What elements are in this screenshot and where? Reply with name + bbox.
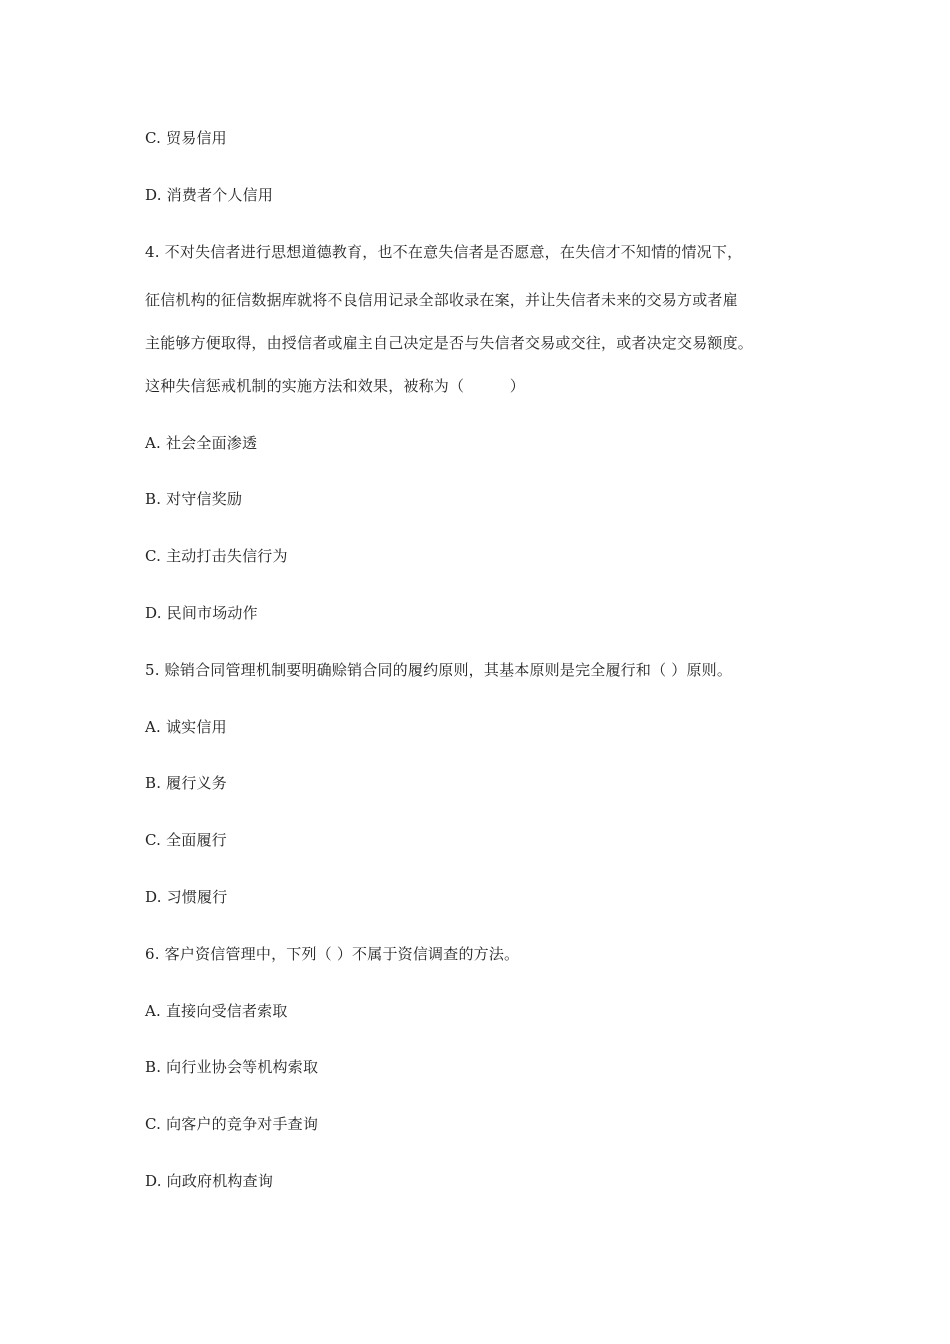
option-d-q5: D. 习惯履行 [145, 888, 228, 906]
option-c-q5: C. 全面履行 [145, 831, 227, 849]
option-b-q5: B. 履行义务 [145, 774, 227, 792]
option-b-q4: B. 对守信奖励 [145, 490, 243, 508]
option-a-q4: A. 社会全面渗透 [145, 434, 258, 452]
question-5: 5. 赊销合同管理机制要明确赊销合同的履约原则，其基本原则是完全履行和（ ）原则。 [145, 661, 733, 679]
question-4-line-2: 征信机构的征信数据库就将不良信用记录全部收录在案，并让失信者未来的交易方或者雇 [145, 291, 738, 309]
option-a-q6: A. 直接向受信者索取 [145, 1002, 288, 1020]
option-b-q6: B. 向行业协会等机构索取 [145, 1058, 319, 1076]
option-c-q3: C. 贸易信用 [145, 129, 227, 147]
option-d-q3: D. 消费者个人信用 [145, 186, 274, 204]
option-c-q4: C. 主动打击失信行为 [145, 547, 288, 565]
question-4-line-4: 这种失信惩戒机制的实施方法和效果，被称为（ ） [145, 377, 526, 395]
option-a-q5: A. 诚实信用 [145, 718, 227, 736]
option-c-q6: C. 向客户的竞争对手查询 [145, 1115, 319, 1133]
question-4-line-1: 4. 不对失信者进行思想道德教育，也不在意失信者是否愿意，在失信才不知情的情况下， [145, 243, 743, 261]
option-d-q4: D. 民间市场动作 [145, 604, 258, 622]
question-4-line-3: 主能够方便取得，由授信者或雇主自己决定是否与失信者交易或交往，或者决定交易额度。 [145, 334, 754, 352]
option-d-q6: D. 向政府机构查询 [145, 1172, 274, 1190]
question-6: 6. 客户资信管理中，下列（ ）不属于资信调查的方法。 [145, 945, 520, 963]
